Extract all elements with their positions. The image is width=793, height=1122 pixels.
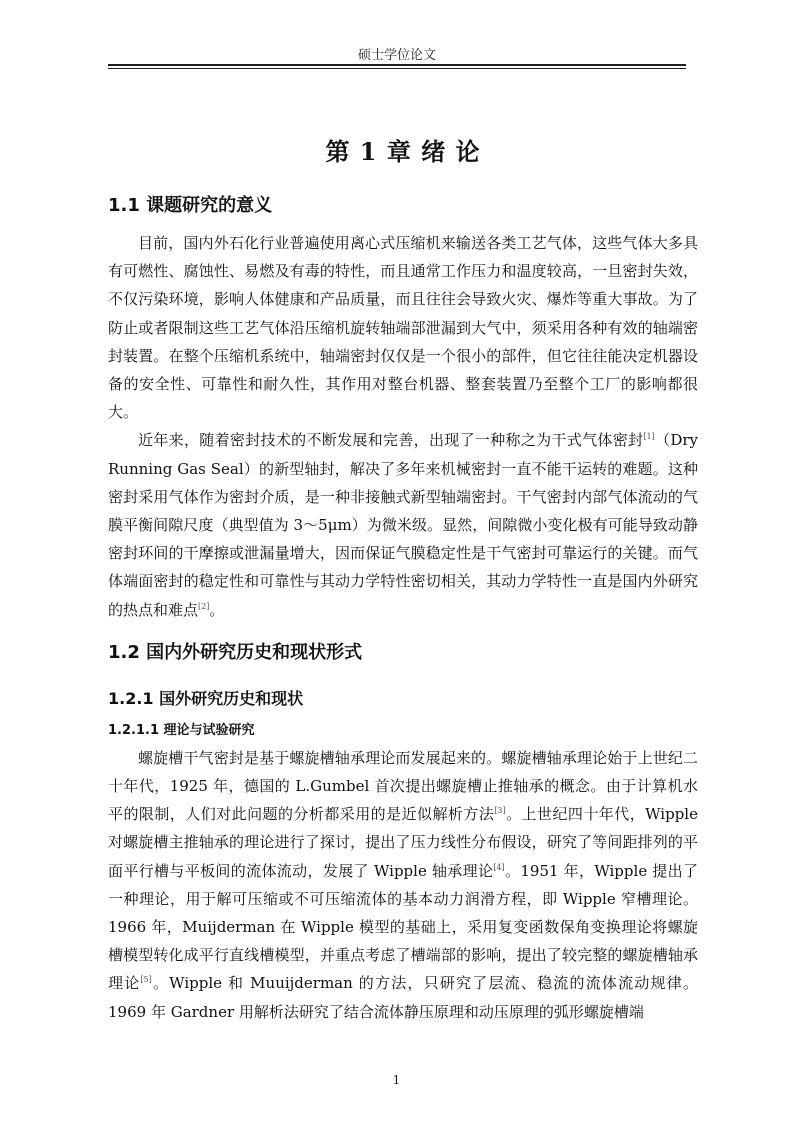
page-body — [108, 132, 698, 1026]
paragraph-text: 螺旋槽干气密封是基于螺旋槽轴承理论而发展起来的。螺旋槽轴承理论始于上世纪二十年代，1925 年，德国的 L.Gumbel 首次提出螺旋槽止推轴承的概念。由于计算机水平的限制，人们对此问题的分析都采用的是近似解析方法 — [108, 748, 698, 824]
paragraph-text: （Dry Running Gas Seal）的新型轴封，解决了多年来机械密封一直不能干运转的难题。这种密封采用气体作为密封介质，是一种非接触式新型轴端密封。干气密封内部气体流动的气膜平衡间隙尺度（典型值为 3～5μm）为微米级。显然，间隙微小变化极有可能导致动静密封环间的干摩擦或泄漏量增大，因而保证气膜稳定性是干气密封可靠运行的关键。而气体端面密封的稳定性和可靠性与其动力学特性密切相关，其动力学特性一直是国内外研究的热点和难点 — [108, 431, 699, 619]
citation-ref[interactable]: [2] — [198, 601, 210, 611]
paragraph-dry-gas-seal — [108, 426, 698, 623]
spacer — [108, 676, 698, 686]
section-heading-1-1: 1.1 课题研究的意义 — [108, 195, 273, 216]
subsection-heading-1-2-1: 1.2.1 国外研究历史和现状 — [108, 688, 304, 708]
paragraph-significance: 目前，国内外石化行业普遍使用离心式压缩机来输送各类工艺气体，这些气体大多具有可燃性、腐蚀性、易燃及有毒的特性，而且通常工作压力和温度较高，一旦密封失效，不仅污染环境，影响人体健康和产品质量，而且往往会导致火灾、爆炸等重大事故。为了防止或者限制这些工艺气体沿压缩机旋转轴端部泄漏到大气中，须采用各种有效的轴端密封装置。在整个压缩机系统中，轴端密封仅仅是一个很小的部件，但它往往能决定机器设备的安全性、可靠性和耐久性，其作用对整台机器、整套装置乃至整个工厂的影响都很大。 — [108, 234, 698, 422]
citation-ref[interactable]: [1] — [643, 432, 655, 442]
header-rule — [108, 64, 686, 69]
running-header: 硕士学位论文 — [357, 48, 436, 63]
chapter-title: 第 1 章 绪 论 — [325, 137, 481, 166]
page-number: 1 — [392, 1073, 401, 1087]
section-heading-1-2: 1.2 国内外研究历史和现状形式 — [108, 641, 363, 663]
paragraph-text: 。上世纪四十年代，Wipple 对螺旋槽主推轴承的理论进行了探讨，提出了压力线性分布假设，研究了等间距排列的平面平行槽与平板间的流体流动，发展了 Wipple 轴承理论 — [108, 805, 698, 880]
paragraph-text: 近年来，随着密封技术的不断发展和完善，出现了一种称之为干式气体密封 — [138, 431, 644, 450]
spacer — [108, 624, 698, 638]
citation-ref[interactable]: [3] — [494, 806, 506, 816]
paragraph-text: 。Wipple 和 Muuijderman 的方法，只研究了层流、稳流的流体流动规律。1969 年 Gardner 用解析法研究了结合流体静压原理和动压原理的弧形螺旋槽端 — [108, 974, 698, 1021]
paragraph-theory — [108, 744, 698, 1026]
citation-ref[interactable]: [5] — [140, 975, 152, 985]
citation-ref[interactable]: [4] — [493, 862, 505, 872]
paragraph-text: 。1951 年，Wipple 提出了一种理论，用于解可压缩或不可压缩流体的基本动力润滑方程，即 Wipple 窄槽理论。1966 年，Muijderman 在 Wipple 模型的基础上，采用复变函数保角变换理论将螺旋槽模型转化成平行直线槽模型，并重点考虑了槽端部的影响，提出了较完整的螺旋槽轴承理论 — [108, 861, 698, 993]
subsubsection-heading-1-2-1-1: 1.2.1.1 理论与试验研究 — [108, 722, 255, 738]
paragraph-text: 。 — [209, 600, 225, 619]
